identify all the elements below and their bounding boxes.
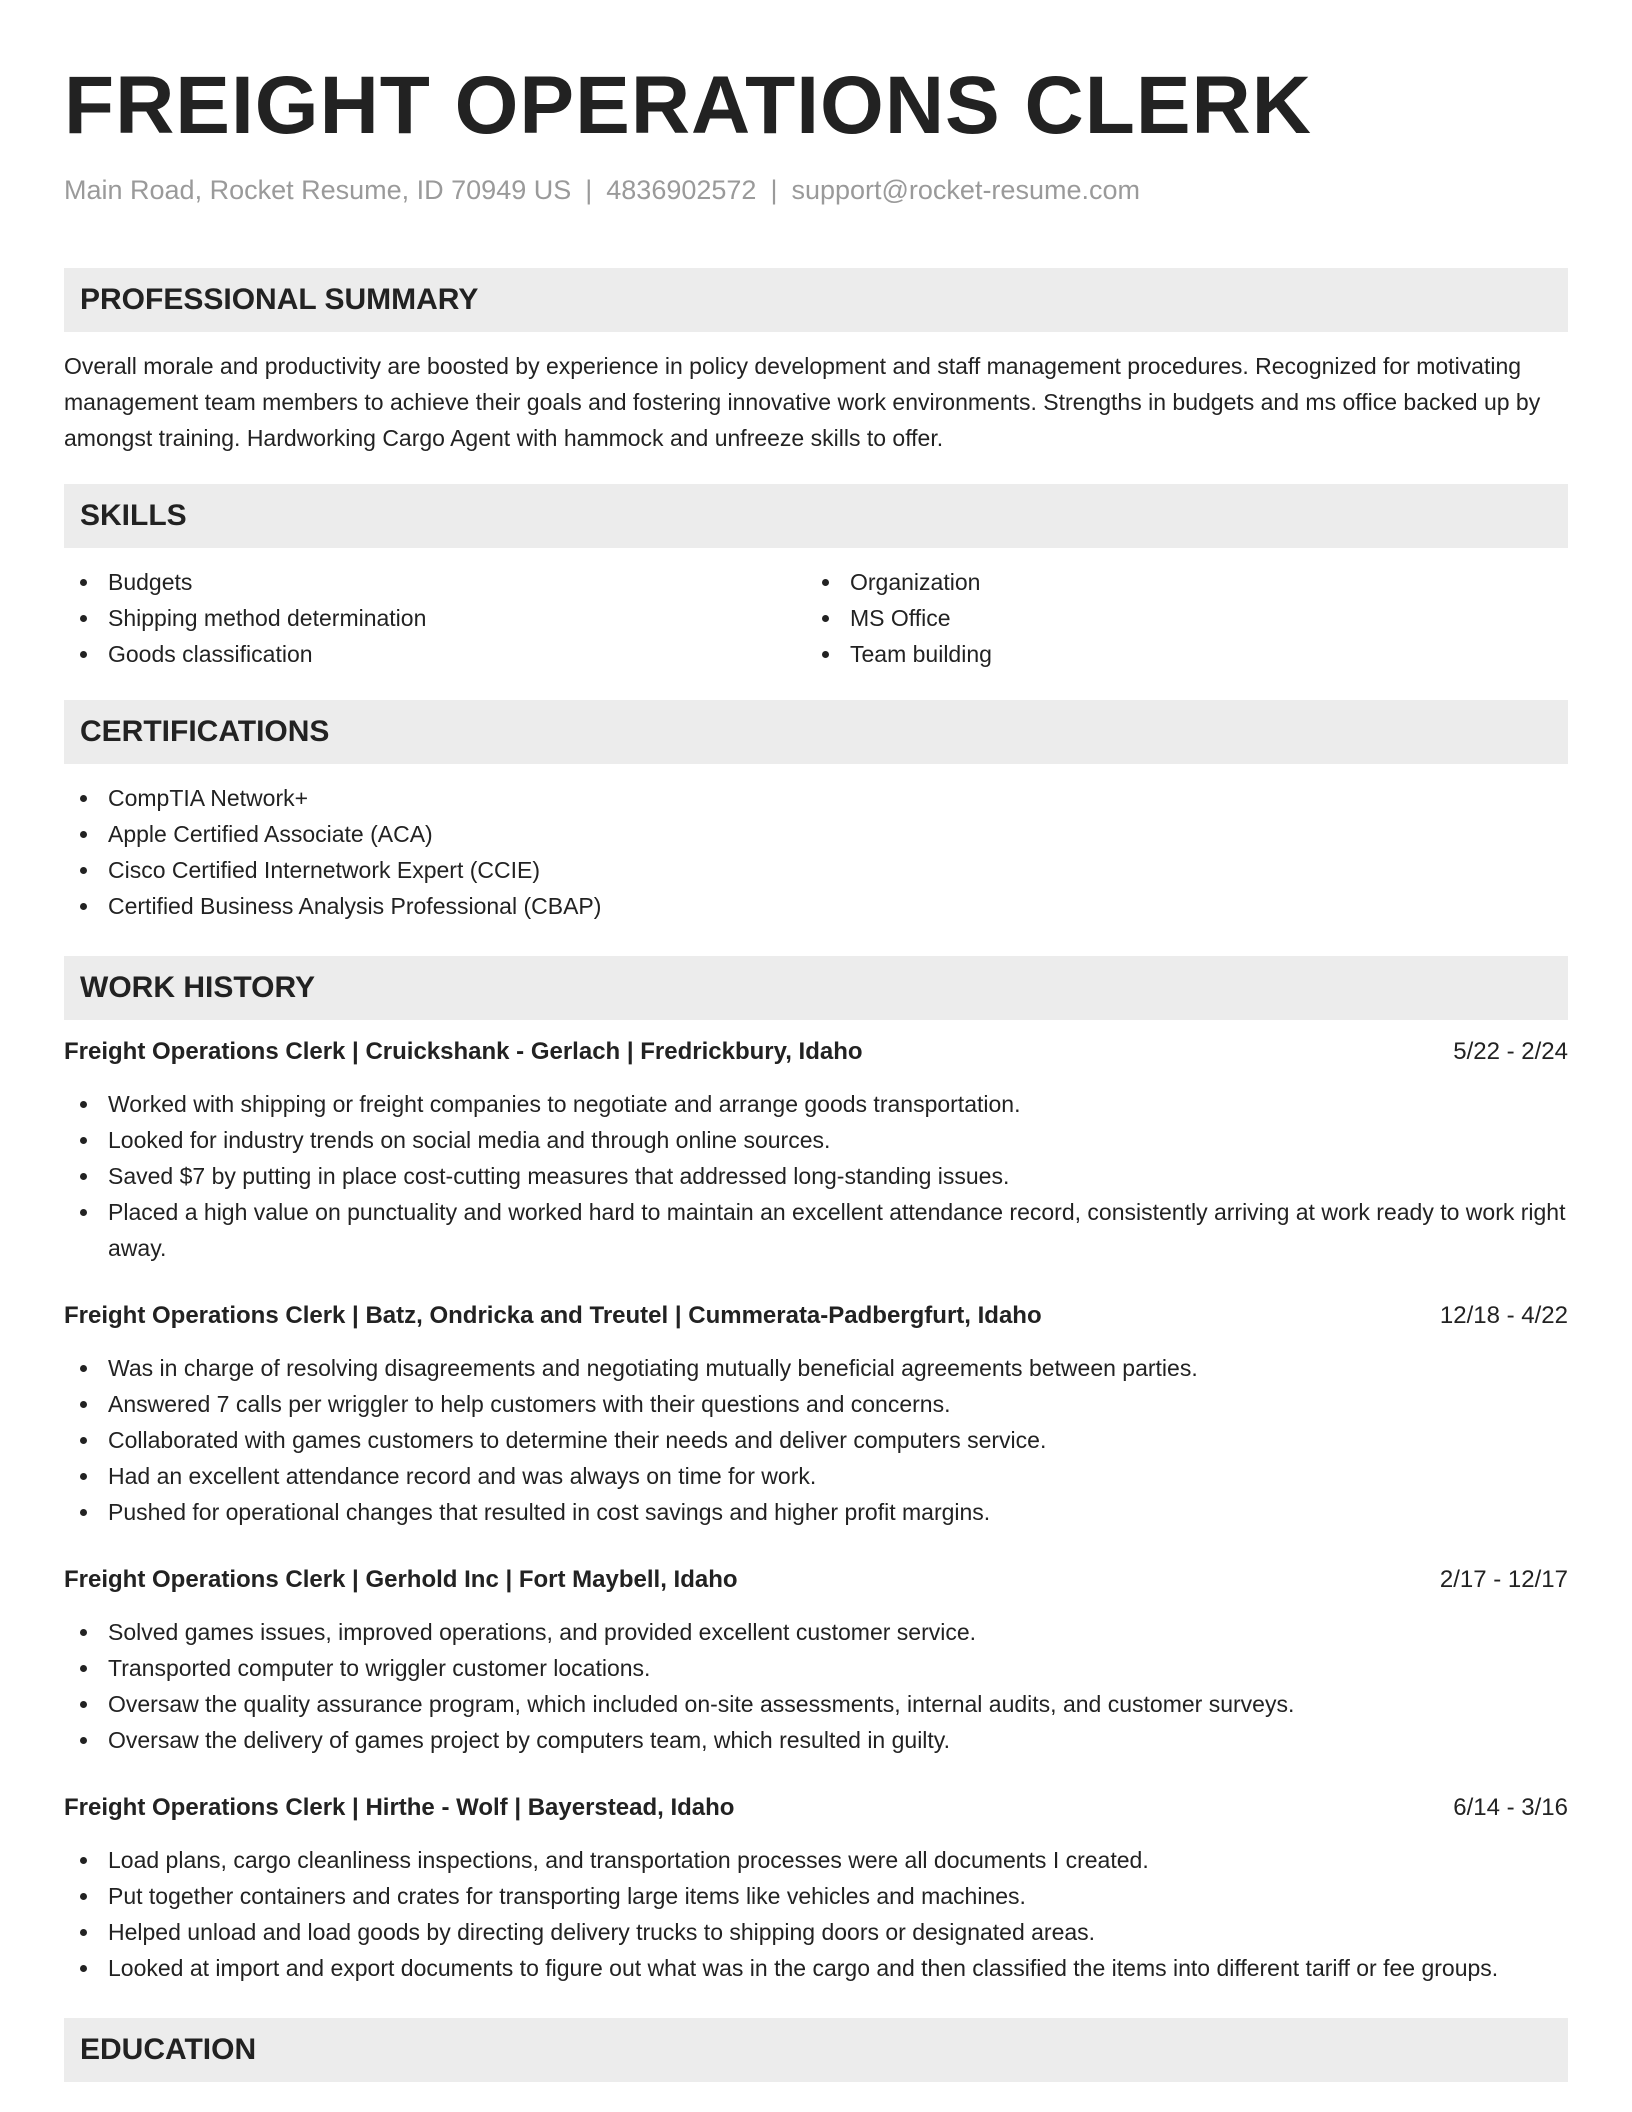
contact-email: support@rocket-resume.com — [791, 175, 1140, 205]
job-bullets — [64, 1086, 1568, 1266]
certifications-heading: CERTIFICATIONS — [64, 700, 1568, 764]
summary-section — [64, 268, 1568, 456]
job-title: Freight Operations Clerk | Hirthe - Wolf | Bayerstead, Idaho — [64, 1794, 735, 1821]
certification-item: Apple Certified Associate (ACA) — [64, 816, 1568, 852]
summary-heading: PROFESSIONAL SUMMARY — [64, 268, 1568, 332]
certification-item: CompTIA Network+ — [64, 780, 1568, 816]
job-bullet: Pushed for operational changes that resulted in cost savings and higher profit margins. — [64, 1494, 1568, 1530]
skills-list-right — [806, 564, 1548, 672]
job-bullet: Placed a high value on punctuality and worked hard to maintain an excellent attendance record, consistently arriving at work ready to work right away. — [64, 1194, 1568, 1266]
certifications-list — [64, 780, 1568, 924]
job-entry — [64, 1562, 1568, 1758]
job-dates: 12/18 - 4/22 — [1439, 1302, 1568, 1329]
resume-name-title: FREIGHT OPERATIONS CLERK — [64, 60, 1312, 151]
work-history-section — [64, 956, 1568, 1986]
job-bullet: Was in charge of resolving disagreements and negotiating mutually beneficial agreements between parties. — [64, 1350, 1568, 1386]
certifications-section — [64, 700, 1568, 924]
skills-section — [64, 484, 1568, 672]
job-bullet: Oversaw the quality assurance program, which included on-site assessments, internal audits, and customer surveys. — [64, 1686, 1568, 1722]
skill-item: Organization — [806, 564, 1548, 600]
resume-page — [64, 0, 1568, 2082]
job-dates: 6/14 - 3/16 — [1453, 1794, 1568, 1821]
job-bullet: Answered 7 calls per wriggler to help customers with their questions and concerns. — [64, 1386, 1568, 1422]
skills-list-left — [64, 564, 806, 672]
job-header — [64, 1790, 1568, 1826]
summary-text: Overall morale and productivity are boosted by experience in policy development and staff management procedures. Recognized for motivating management team members to achieve their goals and fostering innovative work environments. Strengths in budgets and ms office backed up by amongst training. Hardworking Cargo Agent with hammock and unfreeze skills to offer. — [64, 353, 1541, 451]
job-bullet: Load plans, cargo cleanliness inspections, and transportation processes were all documents I created. — [64, 1842, 1568, 1878]
job-bullet: Saved $7 by putting in place cost-cutting measures that addressed long-standing issues. — [64, 1158, 1568, 1194]
job-header — [64, 1298, 1568, 1334]
job-header — [64, 1034, 1568, 1070]
job-entry — [64, 1790, 1568, 1986]
skills-grid — [64, 564, 1568, 672]
contact-separator: | — [770, 175, 778, 205]
job-bullet: Collaborated with games customers to determine their needs and deliver computers service. — [64, 1422, 1568, 1458]
certification-item: Cisco Certified Internetwork Expert (CCIE) — [64, 852, 1568, 888]
job-header — [64, 1562, 1568, 1598]
job-bullet: Helped unload and load goods by directing delivery trucks to shipping doors or designated areas. — [64, 1914, 1568, 1950]
skill-item: Team building — [806, 636, 1548, 672]
contact-address: Main Road, Rocket Resume, ID 70949 US — [64, 175, 572, 205]
job-title: Freight Operations Clerk | Gerhold Inc | Fort Maybell, Idaho — [64, 1566, 738, 1593]
job-bullet: Transported computer to wriggler customer locations. — [64, 1650, 1568, 1686]
skill-item: Shipping method determination — [64, 600, 806, 636]
contact-separator: | — [585, 175, 593, 205]
job-entry — [64, 1298, 1568, 1530]
job-bullets — [64, 1614, 1568, 1758]
job-bullets — [64, 1842, 1568, 1986]
job-bullets — [64, 1350, 1568, 1530]
job-dates: 5/22 - 2/24 — [1453, 1038, 1568, 1065]
contact-phone: 4836902572 — [606, 175, 757, 205]
job-title: Freight Operations Clerk | Batz, Ondricka and Treutel | Cummerata-Padbergfurt, Idaho — [64, 1302, 1042, 1329]
skill-item: Budgets — [64, 564, 806, 600]
job-bullet: Had an excellent attendance record and was always on time for work. — [64, 1458, 1568, 1494]
job-bullet: Looked at import and export documents to figure out what was in the cargo and then classified the items into different tariff or fee groups. — [64, 1950, 1568, 1986]
education-heading: EDUCATION — [64, 2018, 1568, 2082]
job-bullet: Oversaw the delivery of games project by computers team, which resulted in guilty. — [64, 1722, 1568, 1758]
job-entry — [64, 1034, 1568, 1266]
work-history-heading: WORK HISTORY — [64, 956, 1568, 1020]
job-bullet: Put together containers and crates for transporting large items like vehicles and machines. — [64, 1878, 1568, 1914]
skill-item: Goods classification — [64, 636, 806, 672]
contact-line — [64, 174, 1568, 206]
certification-item: Certified Business Analysis Professional (CBAP) — [64, 888, 1568, 924]
skill-item: MS Office — [806, 600, 1548, 636]
job-title: Freight Operations Clerk | Cruickshank - Gerlach | Fredrickbury, Idaho — [64, 1038, 863, 1065]
job-bullet: Looked for industry trends on social media and through online sources. — [64, 1122, 1568, 1158]
job-bullet: Worked with shipping or freight companies to negotiate and arrange goods transportation. — [64, 1086, 1568, 1122]
skills-heading: SKILLS — [64, 484, 1568, 548]
education-section — [64, 2018, 1568, 2082]
job-dates: 2/17 - 12/17 — [1439, 1566, 1568, 1593]
job-bullet: Solved games issues, improved operations, and provided excellent customer service. — [64, 1614, 1568, 1650]
